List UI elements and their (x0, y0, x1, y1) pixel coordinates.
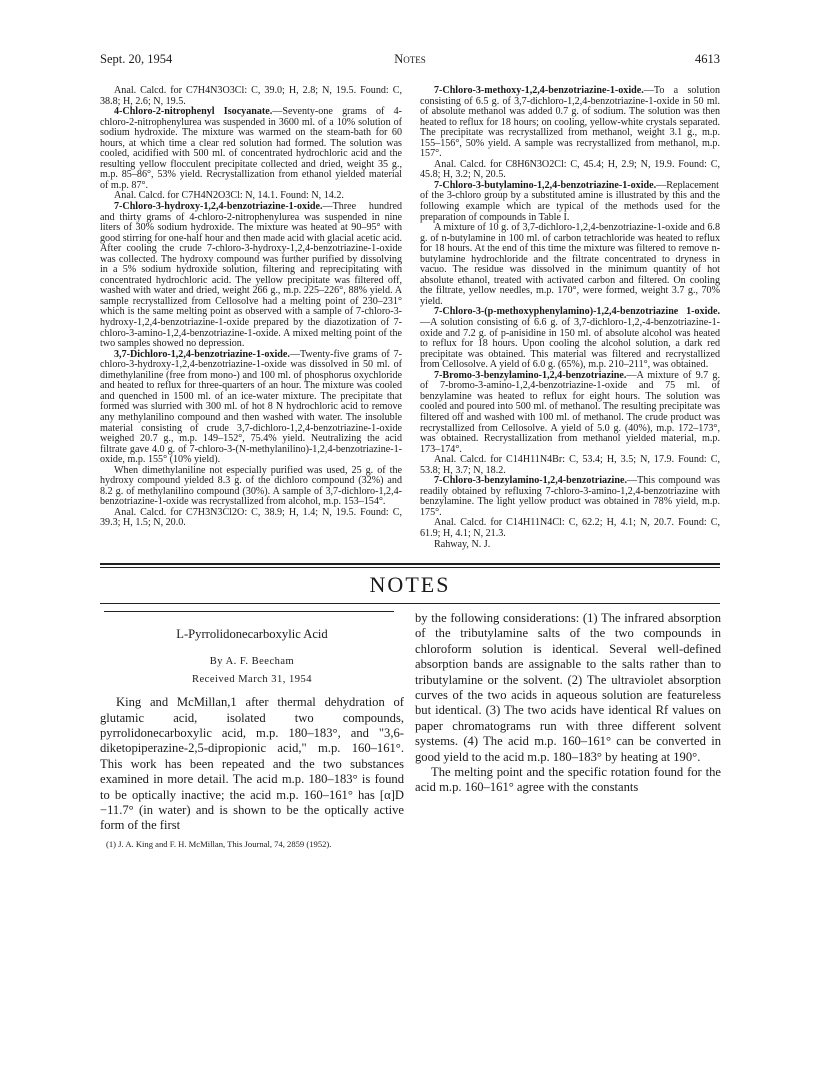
article-title: L-Pyrrolidonecarboxylic Acid (176, 627, 328, 641)
paragraph (100, 107, 402, 191)
article-left-column (100, 611, 404, 850)
paragraph-text: Anal. Calcd. for C14H11N4Cl: C, 62.2; H, 4.1; N, 20.7. Found: C, 61.9; H, 4.1; N, 21.3. (420, 517, 720, 539)
paragraph-text: A mixture of 10 g. of 3,7-dichloro-1,2,4-benzotriazine-1-oxide and 6.8 g. of n-butylamine in 100 ml. of carbon tetrachloride was heated to reflux for 18 hours. At the end of this time the mixture was filtered to remove n-butylamine hydrochloride and the filtrate concentrated to dryness in vacuo. The residue was dissolved in the minimum quantity of hot absolute ethanol, treated with activated carbon and filtered. On cooling the filtrate, yellow needles, m.p. 170°, were formed, weight 3.7 g., 70% yield. (420, 222, 720, 307)
header-date: Sept. 20, 1954 (100, 52, 173, 66)
paragraph (420, 455, 720, 476)
article-byline: By A. F. Beecham (209, 656, 295, 668)
paragraph-heading: 7-Bromo-3-benzylamino-1,2,4-benzotriazine. (434, 369, 627, 381)
paragraph-text: Rahway, N. J. (434, 538, 491, 550)
paragraph-text: Anal. Calcd. for C14H11N4Br: C, 53.4; H, 3.5; N, 17.9. Found: C, 53.8; H, 3.7; N, 18.2. (420, 454, 720, 476)
header-section: Notes (394, 52, 426, 66)
left-text-column (100, 86, 402, 529)
paragraph-text: —To a solution consisting of 6.5 g. of 3,7-dichloro-1,2,4-benzotriazine-1-oxide in 50 ml. of absolute methanol was added 0.7 g. of sodium. The solution was then heated to reflux for 18 hours; on cooling, yellow-white crystals separated. The precipitate was recrystallized from methanol, weight 3.1 g., m.p. 155–156°, 50% yield. A sample was recrystallized from methanol, m.p. 157°. (420, 85, 720, 160)
paragraph-text: Anal. Calcd. for C7H4N2O3Cl: N, 14.1. Found: N, 14.2. (114, 190, 344, 202)
paragraph (100, 508, 402, 529)
paragraph-heading: 7-Chloro-3-methoxy-1,2,4-benzotriazine-1-oxide. (434, 85, 644, 96)
paragraph (420, 223, 720, 307)
paragraph (100, 202, 402, 350)
right-text-column (420, 86, 720, 550)
notes-bottom-rule (100, 603, 720, 604)
article-paragraph: The melting point and the specific rotation found for the acid m.p. 160–161° agree with the constants (415, 765, 721, 795)
footnote: (1) J. A. King and F. H. McMillan, This Journal, 74, 2859 (1952). (106, 838, 332, 849)
paragraph-text: —Three hundred and thirty grams of 4-chloro-2-nitrophenylurea was suspended in nine liters of 30% sodium hydroxide. The mixture was heated at 90–95° with good stirring for one-half hour and then made acid with glacial acetic acid. After cooling the crude 7-chloro-3-hydroxy-1,2,4-benzotriazine-1-oxide was collected. The hydroxy compound was further purified by dissolving in a 5% sodium hydroxide solution, filtering and reprecipitating with concentrated hydrochloric acid. The yellow precipitate was filtered off, washed with water and dried, weight 266 g., m.p. 225–226°, 88% yield. A sample recrystallized from Cellosolve had a melting point of 230–231° which is the same melting point as observed with a sample of 7-chloro-3-hydroxy-1,2,4-benzotriazine-1-oxide prepared by the diazotization of 7-chloro-3-amino-1,2,4-benzotriazine-1-oxide. A mixed melting point of the two samples showed no depression. (100, 201, 402, 350)
paragraph-heading: 7-Chloro-3-hydroxy-1,2,4-benzotriazine-1-oxide. (114, 201, 323, 213)
paragraph-heading: 7-Chloro-3-benzylamino-1,2,4-benzotriazine. (434, 475, 627, 487)
paragraph-heading: 3,7-Dichloro-1,2,4-benzotriazine-1-oxide. (114, 348, 290, 360)
notes-top-rule-thin (100, 567, 720, 568)
paragraph-heading: 7-Chloro-3-(p-methoxyphenylamino)-1,2,4-benzotriazine 1-oxide. (434, 306, 720, 318)
page-number: 4613 (695, 52, 720, 66)
article-title-rule (104, 611, 394, 612)
running-header (100, 52, 720, 68)
notes-top-rule-thick (100, 563, 720, 565)
paragraph-heading: 4-Chloro-2-nitrophenyl Isocyanate. (114, 106, 273, 118)
article-received-date: Received March 31, 1954 (192, 673, 312, 685)
paragraph (100, 86, 402, 107)
paragraph (420, 518, 720, 539)
paragraph (420, 86, 720, 160)
article-right-column (415, 611, 721, 796)
paragraph (420, 371, 720, 455)
paragraph (420, 160, 720, 181)
section-title: NOTES (369, 572, 451, 597)
paragraph-text: Anal. Calcd. for C7H4N3O3Cl: C, 39.0; H, 2.8; N, 19.5. Found: C, 38.8; H, 2.6; N, 19.5. (100, 85, 402, 107)
paragraph (420, 181, 720, 223)
paragraph-text: —Twenty-five grams of 7-chloro-3-hydroxy-1,2,4-benzotriazine-1-oxide was dissolved in 50 ml. of dimethylaniline (free from mono-) and 100 ml. of phosphorus oxychloride and heated to reflux for three-quarters of an hour. The mixture was cooled and quenched in 1500 ml. of an ice-water mixture. The precipitate that formed was slurried with 300 ml. of hot 8 N hydrochloric acid to remove any methylanilino compound and then washed with water. The insoluble material consisting of crude 3,7-dichloro-1,2,4-benzotriazine-1-oxide weighed 20.7 g., m.p. 149–152°, 75.4% yield. Neutralizing the acid filtrate gave 4.0 g. of 7-chloro-3-(N-methylanilino)-1,2,4-benzotriazine-1-oxide, m.p. 155° (10% yield). (100, 348, 402, 466)
paragraph (100, 350, 402, 466)
paragraph (420, 307, 720, 370)
paragraph-text: Anal. Calcd. for C8H6N3O2Cl: C, 45.4; H, 2.9; N, 19.9. Found: C, 45.8; H, 3.2; N, 20.5. (420, 158, 720, 181)
paragraph-text: —A mixture of 9.7 g. of 7-bromo-3-amino-1,2,4-benzotriazine-1-oxide and 75 ml. of benzylamine was heated to reflux for eight hours. The solution was cooled and poured into 500 ml. of methanol. The resulting precipitate was filtered off and washed with 100 ml. of methanol. The crude product was recrystallized from Cellosolve. A yield of 5.0 g. (40%), m.p. 172–173°, was obtained. Recrystallization from methanol yielded material, m.p. 173–174°. (420, 369, 720, 455)
paragraph (420, 476, 720, 518)
paragraph-text: When dimethylaniline not especially purified was used, 25 g. of the hydroxy compound yielded 8.3 g. of the dichloro compound (32%) and 8.2 g. of methylanilino compound (30%). A sample of 3,7-dichloro-1,2,4-benzotriazine-1-oxide was recrystallized from alcohol, m.p. 153–154°. (100, 464, 402, 508)
paragraph-text: —This compound was readily obtained by refluxing 7-chloro-3-amino-1,2,4-benzotriazine with benzylamine. The light yellow product was obtained in 78% yield, m.p. 175°. (420, 475, 720, 518)
paragraph (100, 466, 402, 508)
paragraph-text: —Replacement of the 3-chloro group by a substituted amine is illustrated by this and the following example which are typical of the methods used for the preparation of compounds in Table I. (420, 179, 720, 223)
article-paragraph: by the following considerations: (1) The infrared absorption of the tributylamine salts of the two compounds in chloroform solution is identical. Several well-defined absorption bands are assignable to the salts rather than to tributylamine or the solvent. (2) The ultraviolet absorption curves of the two acids in aqueous solution are featureless but identical. (3) The two acids have identical Rf values on paper chromatograms run with three different solvent systems. (4) The acid m.p. 160–161° can be converted in good yield to the acid m.p. 180–183° by heating at 190°. (415, 611, 721, 764)
paragraph-text: —Seventy-one grams of 4-chloro-2-nitrophenylurea was suspended in 3600 ml. of a 10% solution of sodium hydroxide. The mixture was warmed on the steam-bath for 60 hours, at which time a clear red solution had formed. The solution was cooled, acidified with 500 ml. of concentrated hydrochloric acid and the resulting yellow flocculent precipitate collected and dried, weight 35 g., m.p. 85–86°, 53% yield. Recrystallization from ethanol yielded material of m.p. 87°. (100, 106, 402, 191)
paragraph-heading: 7-Chloro-3-butylamino-1,2,4-benzotriazine-1-oxide. (434, 179, 657, 191)
paragraph (420, 540, 720, 551)
paragraph-text: —A solution consisting of 6.6 g. of 3,7-dichloro-1,2,-4-benzotriazine-1-oxide and 7.2 g. of p-anisidine in 150 ml. of absolute alcohol was heated to reflux for 18 hours. Upon cooling the alcohol solution, a dark red precipitate was obtained. This material was filtered and recrystallized from Cellosolve. A yield of 6.0 g. (65%), m.p. 210–211°, was obtained. (420, 317, 720, 371)
paragraph-text: Anal. Calcd. for C7H3N3Cl2O: C, 38.9; H, 1.4; N, 19.5. Found: C, 39.3; H, 1.5; N, 20.0. (100, 506, 402, 529)
article-paragraph: King and McMillan,1 after thermal dehydration of glutamic acid, isolated two compounds, pyrrolidonecarboxylic acid, m.p. 180–183°, and "3,6-diketopiperazine-2,5-dipropionic acid," m.p. 160–161°. This work has been repeated and the two substances examined in more detail. The acid m.p. 180–183° is found to be optically inactive; the acid m.p. 160–161° has [α]D −11.7° (in water) and is shown to be the optically active form of the first (100, 695, 404, 833)
